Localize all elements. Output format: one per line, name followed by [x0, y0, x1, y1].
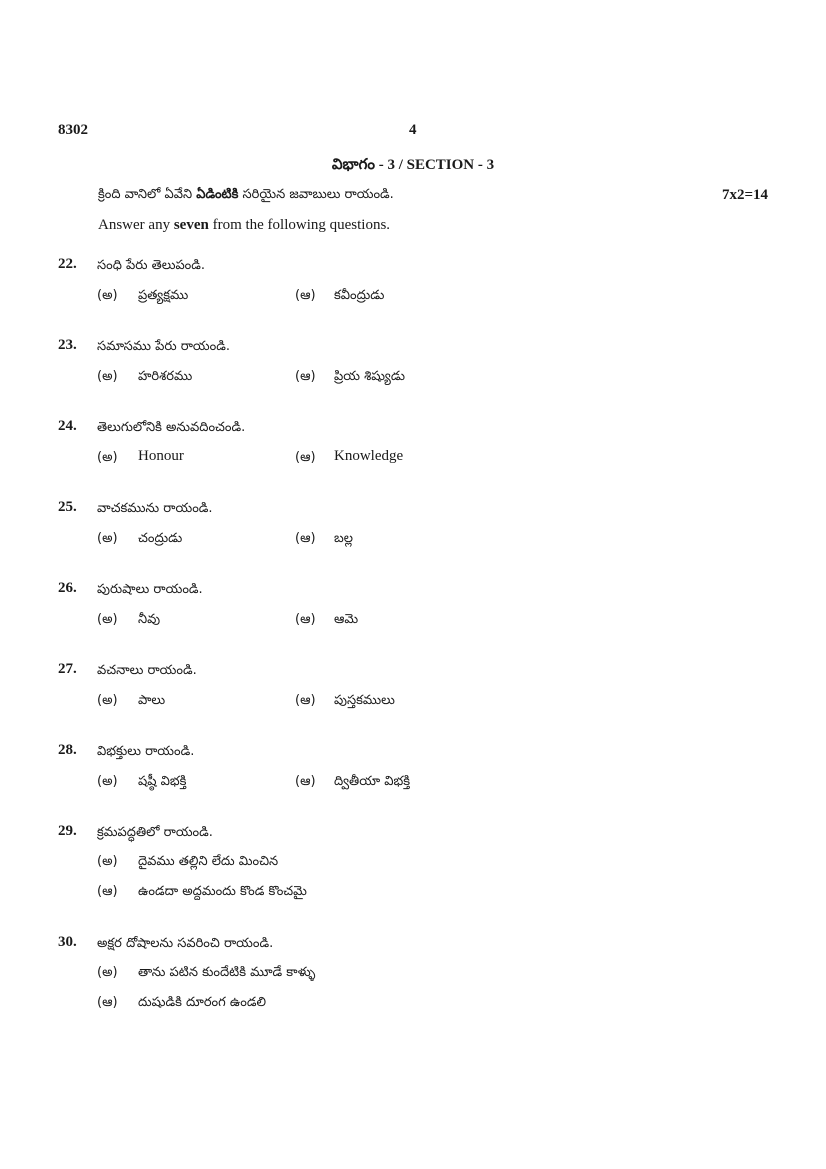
instruction-english [98, 217, 390, 234]
instruction-english-prefix: Answer any [98, 217, 174, 233]
option-text: ప్రత్యక్షము [138, 288, 189, 303]
option-text: చంద్రుడు [138, 531, 183, 546]
option-label: (ఆ) [295, 450, 316, 465]
option-label: (అ) [97, 693, 118, 708]
question-text: వచనాలు రాయండి. [97, 663, 197, 678]
instruction-english-bold: seven [173, 217, 209, 233]
option-text: నీవు [138, 612, 161, 627]
option-text: తాను పటిన కుందేటికి మూడే కాళ్ళు [138, 965, 316, 980]
option-label: (ఆ) [295, 693, 316, 708]
option-text: ఆమె [334, 612, 359, 627]
question-number: 30. [58, 934, 77, 950]
option-label: (అ) [97, 965, 118, 980]
option-text: హరిశరము [138, 369, 193, 384]
option-label: (ఆ) [295, 531, 316, 546]
option-text: Honour [138, 448, 184, 464]
question-number: 25. [58, 499, 77, 515]
instruction-english-suffix: from the following questions. [208, 217, 391, 233]
question-number: 22. [58, 256, 77, 272]
option-label: (ఆ) [295, 612, 316, 627]
question-text: పురుషాలు రాయండి. [97, 582, 203, 597]
option-text: ఉండదా అద్దమందు కొండ కొంచమై [138, 884, 307, 899]
instruction-telugu-prefix: క్రింది వానిలో ఏవేని [98, 187, 197, 202]
option-label: (అ) [97, 612, 118, 627]
question-number: 27. [58, 661, 77, 677]
question-text: అక్షర దోషాలను సవరించి రాయండి. [97, 936, 274, 951]
question-number: 24. [58, 418, 77, 434]
option-label: (ఆ) [97, 884, 118, 899]
option-text: పాలు [138, 693, 166, 708]
marks-allocation: 7x2=14 [721, 187, 768, 203]
question-text: క్రమపద్ధతిలో రాయండి. [97, 825, 213, 840]
option-label: (అ) [97, 854, 118, 869]
option-text: Knowledge [334, 448, 404, 464]
option-text: బల్ల [334, 531, 353, 546]
option-text: ద్వితీయా విభక్తి [334, 774, 411, 789]
option-text: షష్ఠీ విభక్తి [138, 774, 187, 789]
instruction-telugu-bold: ఏడింటికి [196, 187, 239, 202]
question-text: సమాసము పేరు రాయండి. [97, 339, 230, 354]
question-text: తెలుగులోనికి అనువదించండి. [97, 420, 246, 435]
option-text: దుషుడికి దూరంగ ఉండలి [138, 995, 266, 1010]
option-label: (ఆ) [97, 995, 118, 1010]
option-label: (అ) [97, 774, 118, 789]
option-label: (అ) [97, 450, 118, 465]
paper-code: 8302 [58, 122, 88, 138]
question-text: వాచకమును రాయండి. [97, 501, 213, 516]
section-title: విభాగం - 3 / SECTION - 3 [331, 157, 495, 173]
option-label: (ఆ) [295, 369, 316, 384]
option-label: (అ) [97, 531, 118, 546]
question-text: సంధి పేరు తెలుపండి. [97, 258, 206, 273]
option-text: పుస్తకములు [334, 693, 395, 708]
question-text: విభక్తులు రాయండి. [97, 744, 195, 759]
option-label: (అ) [97, 288, 118, 303]
option-text: దైవము తల్లిని లేదు మించిన [138, 854, 279, 869]
option-label: (ఆ) [295, 288, 316, 303]
option-label: (అ) [97, 369, 118, 384]
option-label: (ఆ) [295, 774, 316, 789]
option-text: ప్రియ శిష్యుడు [334, 369, 405, 384]
question-number: 26. [58, 580, 77, 596]
question-number: 28. [58, 742, 77, 758]
page-number: 4 [409, 122, 417, 138]
instruction-telugu-suffix: సరియైన జవాబులు రాయండి. [238, 187, 394, 202]
question-number: 29. [58, 823, 77, 839]
question-number: 23. [58, 337, 77, 353]
option-text: కవీంద్రుడు [334, 288, 385, 303]
instruction-telugu [98, 187, 394, 205]
